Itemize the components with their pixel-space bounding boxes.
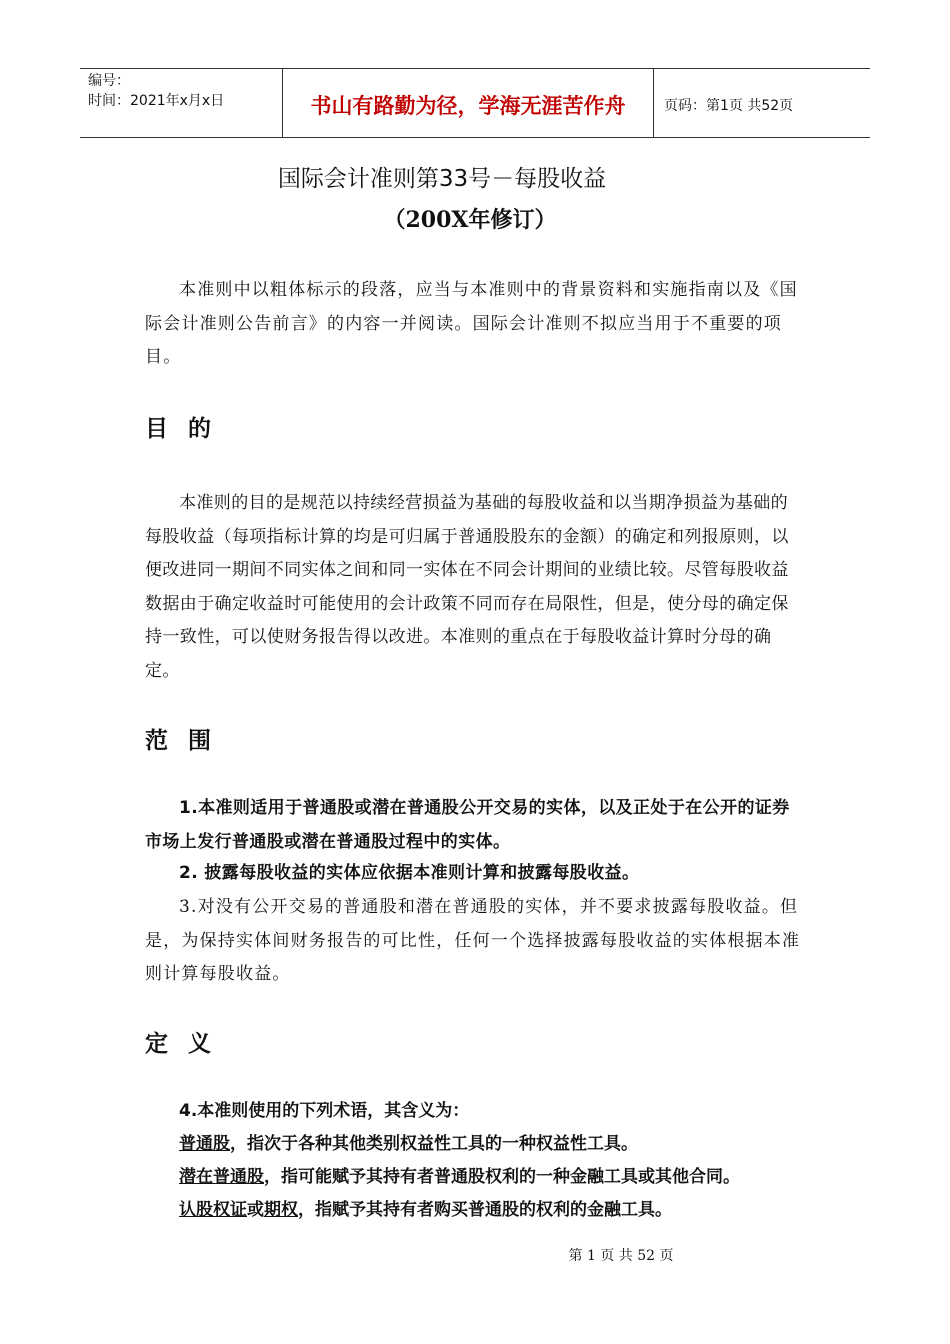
page-footer: 第 1 页 共 52 页 xyxy=(568,1248,674,1264)
definition-ordinary-share xyxy=(145,1128,849,1161)
objective-paragraph: 本准则的目的是规范以持续经营损益为基础的每股收益和以当期净损益为基础的每股收益（每项指标计算的均是可归属于普通股股东的金额）的确定和列报原则，以便改进同一期间不同实体之间和同一实体在不同会计期间的业绩比较。尽管每股收益数据由于确定收益时可能使用的会计政策不同而存在局限性，但是，使分母的确定保持一致性，可以使财务报告得以改进。本准则的重点在于每股收益计算时分母的确定。 xyxy=(145,493,789,681)
document-title: 国际会计准则第33号－每股收益 xyxy=(277,166,607,192)
section-heading-definitions: 定义 xyxy=(145,1031,231,1057)
definition-potential-ordinary-share xyxy=(145,1161,849,1194)
scope-paragraph-3: 3.对没有公开交易的普通股和潜在普通股的实体，并不要求披露每股收益。但是，为保持实体间财务报告的可比性，任何一个选择披露每股收益的实体根据本准则计算每股收益。 xyxy=(145,897,801,984)
document-subtitle: （200X年修订） xyxy=(383,207,557,233)
term-ordinary-share: 普通股 xyxy=(179,1134,230,1154)
term-warrants: 认股权证 xyxy=(179,1200,247,1220)
page-header xyxy=(80,68,870,138)
section-heading-scope: 范围 xyxy=(145,728,231,754)
term-options: 期权 xyxy=(264,1200,298,1220)
definition-text: ，指赋予其持有者购买普通股的权利的金融工具。 xyxy=(298,1200,672,1220)
scope-paragraph-1: 1.本准则适用于普通股或潜在普通股公开交易的实体，以及正处于在公开的证券市场上发行普通股或潜在普通股过程中的实体。 xyxy=(145,798,790,852)
intro-paragraph: 本准则中以粗体标示的段落，应当与本准则中的背景资料和实施指南以及《国际会计准则公告前言》的内容一并阅读。国际会计准则不拟应当用于不重要的项目。 xyxy=(145,280,798,367)
section-heading-objective: 目的 xyxy=(145,416,231,442)
definition-text: ，指次于各种其他类别权益性工具的一种权益性工具。 xyxy=(230,1134,638,1154)
header-date-label: 时间：2021年x月x日 xyxy=(88,93,225,109)
header-page-info: 页码：第1页 共52页 xyxy=(664,98,794,114)
definition-text: ，指可能赋予其持有者普通股权利的一种金融工具或其他合同。 xyxy=(264,1167,740,1187)
term-potential-ordinary-share: 潜在普通股 xyxy=(179,1167,264,1187)
header-motto: 书山有路勤为径，学海无涯苦作舟 xyxy=(282,69,654,137)
header-number-label: 编号： xyxy=(88,73,130,89)
term-connector: 或 xyxy=(247,1200,264,1220)
definition-warrants-options xyxy=(145,1194,849,1227)
scope-paragraph-2: 2. 披露每股收益的实体应依据本准则计算和披露每股收益。 xyxy=(179,863,640,883)
header-meta xyxy=(80,69,282,137)
definitions-intro: 4.本准则使用的下列术语，其含义为： xyxy=(179,1101,470,1121)
